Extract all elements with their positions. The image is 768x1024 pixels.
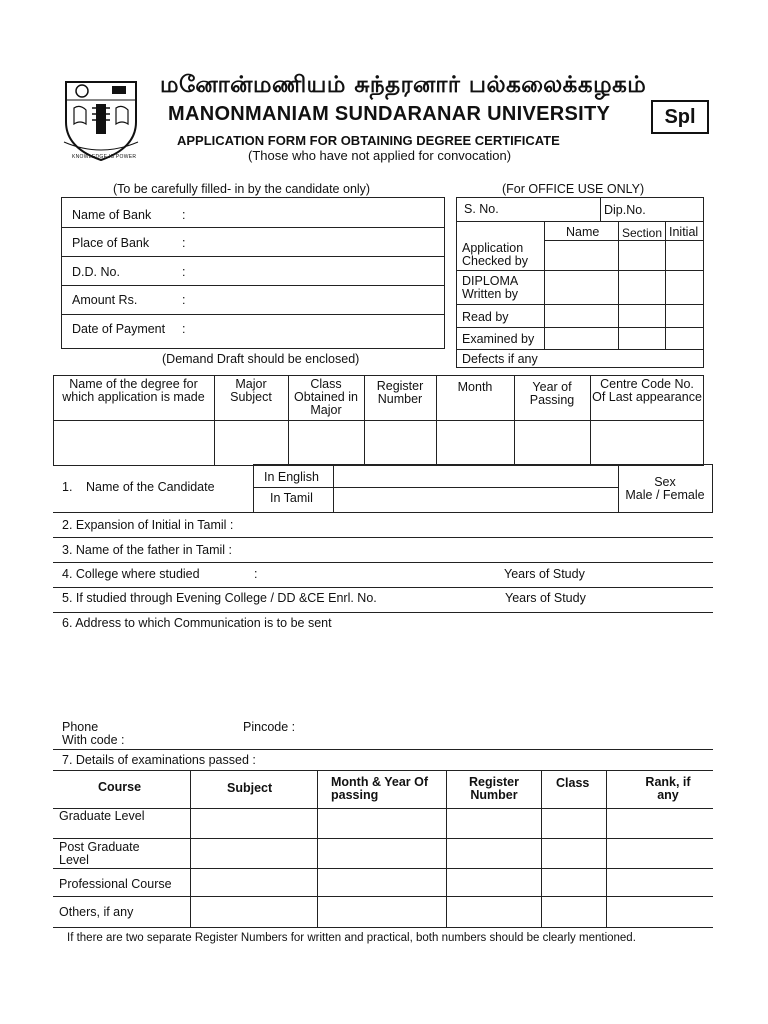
candidate-note: (To be carefully filled- in by the candidate only) xyxy=(113,182,371,196)
degree-name-cell[interactable] xyxy=(54,421,213,465)
year-of-passing-cell[interactable] xyxy=(515,421,589,465)
centre-code-header: Centre Code No. Of Last appearance xyxy=(592,377,702,404)
course-header: Course xyxy=(98,780,142,794)
q4-label: 4. College where studied xyxy=(62,567,200,581)
form-title: APPLICATION FORM FOR OBTAINING DEGREE CERTIFICATE xyxy=(177,133,560,148)
professional-row-cells[interactable] xyxy=(191,869,713,895)
with-code-label: With code : xyxy=(62,733,125,747)
class-obtained-header: Class Obtained in Major xyxy=(294,377,358,417)
register-number-cell[interactable] xyxy=(365,421,435,465)
subject-header: Subject xyxy=(227,781,273,795)
footer-note: If there are two separate Register Numbers for written and practical, both numbers should be clearly mentioned. xyxy=(67,932,636,944)
colon: : xyxy=(182,265,186,279)
date-of-payment-label: Date of Payment xyxy=(72,322,166,336)
name-tamil-field[interactable] xyxy=(335,488,617,511)
q6-label: 6. Address to which Communication is to be sent xyxy=(62,616,332,630)
office-use-note: (For OFFICE USE ONLY) xyxy=(502,182,645,196)
sex-label: Sex xyxy=(654,475,676,489)
sno-label: S. No. xyxy=(464,202,499,216)
read-by-label: Read by xyxy=(462,310,509,324)
candidate-name-label: Name of the Candidate xyxy=(86,480,215,494)
q2-label: 2. Expansion of Initial in Tamil : xyxy=(62,518,234,532)
name-of-bank-field[interactable] xyxy=(196,200,441,226)
colon: : xyxy=(182,322,186,336)
amount-field[interactable] xyxy=(196,287,441,313)
dd-no-field[interactable] xyxy=(196,258,441,284)
dipno-label: Dip.No. xyxy=(604,203,646,217)
phone-field[interactable] xyxy=(132,722,232,746)
q5-label: 5. If studied through Evening College / DD &CE Enrl. No. xyxy=(62,591,377,605)
centre-code-cell[interactable] xyxy=(591,421,703,465)
exam-register-header: Register Number xyxy=(468,775,520,802)
name-of-bank-label: Name of Bank xyxy=(72,208,152,222)
class-obtained-cell[interactable] xyxy=(289,421,363,465)
graduate-level-row-cells[interactable] xyxy=(191,809,713,837)
col-initial-header: Initial xyxy=(669,225,699,239)
month-cell[interactable] xyxy=(437,421,513,465)
major-subject-header: Major Subject xyxy=(230,377,272,404)
years-of-study-field-2[interactable] xyxy=(600,588,710,610)
in-tamil-label: In Tamil xyxy=(270,491,313,505)
q3-label: 3. Name of the father in Tamil : xyxy=(62,543,232,557)
colon: : xyxy=(182,208,186,222)
col-name-header: Name xyxy=(566,225,600,239)
col-section-header: Section xyxy=(622,226,663,240)
application-checked-label: Application Checked by xyxy=(462,241,529,268)
dd-no-label: D.D. No. xyxy=(72,265,120,279)
year-of-passing-header: Year of Passing xyxy=(529,380,575,407)
initial-expansion-field[interactable] xyxy=(265,514,710,536)
colon: : xyxy=(254,567,258,581)
colon: : xyxy=(182,293,186,307)
name-english-field[interactable] xyxy=(335,465,617,486)
college-field[interactable] xyxy=(264,563,500,585)
enrl-no-field[interactable] xyxy=(424,588,500,610)
address-field[interactable] xyxy=(62,634,710,714)
place-of-bank-label: Place of Bank xyxy=(72,236,150,250)
q7-label: 7. Details of examinations passed : xyxy=(62,753,256,767)
pincode-label: Pincode : xyxy=(243,720,296,734)
years-of-study-label-2: Years of Study xyxy=(505,591,586,605)
sex-options[interactable]: Male / Female xyxy=(625,488,705,502)
years-of-study-field-1[interactable] xyxy=(600,563,710,585)
pincode-field[interactable] xyxy=(305,716,425,738)
major-subject-cell[interactable] xyxy=(215,421,287,465)
professional-course-label: Professional Course xyxy=(59,877,172,891)
month-year-header: Month & Year Of passing xyxy=(331,775,429,802)
form-subtitle: (Those who have not applied for convocation) xyxy=(248,148,512,163)
post-graduate-row-cells[interactable] xyxy=(191,839,713,867)
date-of-payment-field[interactable] xyxy=(196,316,441,346)
place-of-bank-field[interactable] xyxy=(196,229,441,255)
in-english-label: In English xyxy=(264,470,319,484)
others-label: Others, if any xyxy=(59,905,134,919)
others-row-cells[interactable] xyxy=(191,897,713,926)
diploma-written-label: DIPLOMA Written by xyxy=(462,274,519,301)
graduate-level-label: Graduate Level xyxy=(59,809,145,823)
examined-by-label: Examined by xyxy=(462,332,535,346)
defects-label: Defects if any xyxy=(462,352,538,366)
register-number-header: Register Number xyxy=(376,379,424,406)
phone-label: Phone xyxy=(62,720,99,734)
father-name-field[interactable] xyxy=(262,539,710,561)
exam-class-header: Class xyxy=(556,776,590,790)
tamil-university-title: மனோன்மணியம் சுந்தரனார் பல்கலைக்கழகம் xyxy=(160,72,647,98)
university-name: MANONMANIAM SUNDARANAR UNIVERSITY xyxy=(168,103,611,125)
logo-motto: KNOWLEDGE IS POWER xyxy=(72,154,137,160)
q1-number: 1. xyxy=(62,480,73,494)
colon: : xyxy=(182,236,186,250)
spl-badge: Spl xyxy=(651,100,709,134)
degree-name-header: Name of the degree for which application is made xyxy=(62,377,205,404)
post-graduate-level-label: Post Graduate Level xyxy=(59,840,140,867)
amount-label: Amount Rs. xyxy=(72,293,138,307)
demand-draft-note: (Demand Draft should be enclosed) xyxy=(162,352,360,366)
rank-header: Rank, if any xyxy=(645,775,691,802)
years-of-study-label-1: Years of Study xyxy=(504,567,585,581)
month-header: Month xyxy=(457,380,493,394)
